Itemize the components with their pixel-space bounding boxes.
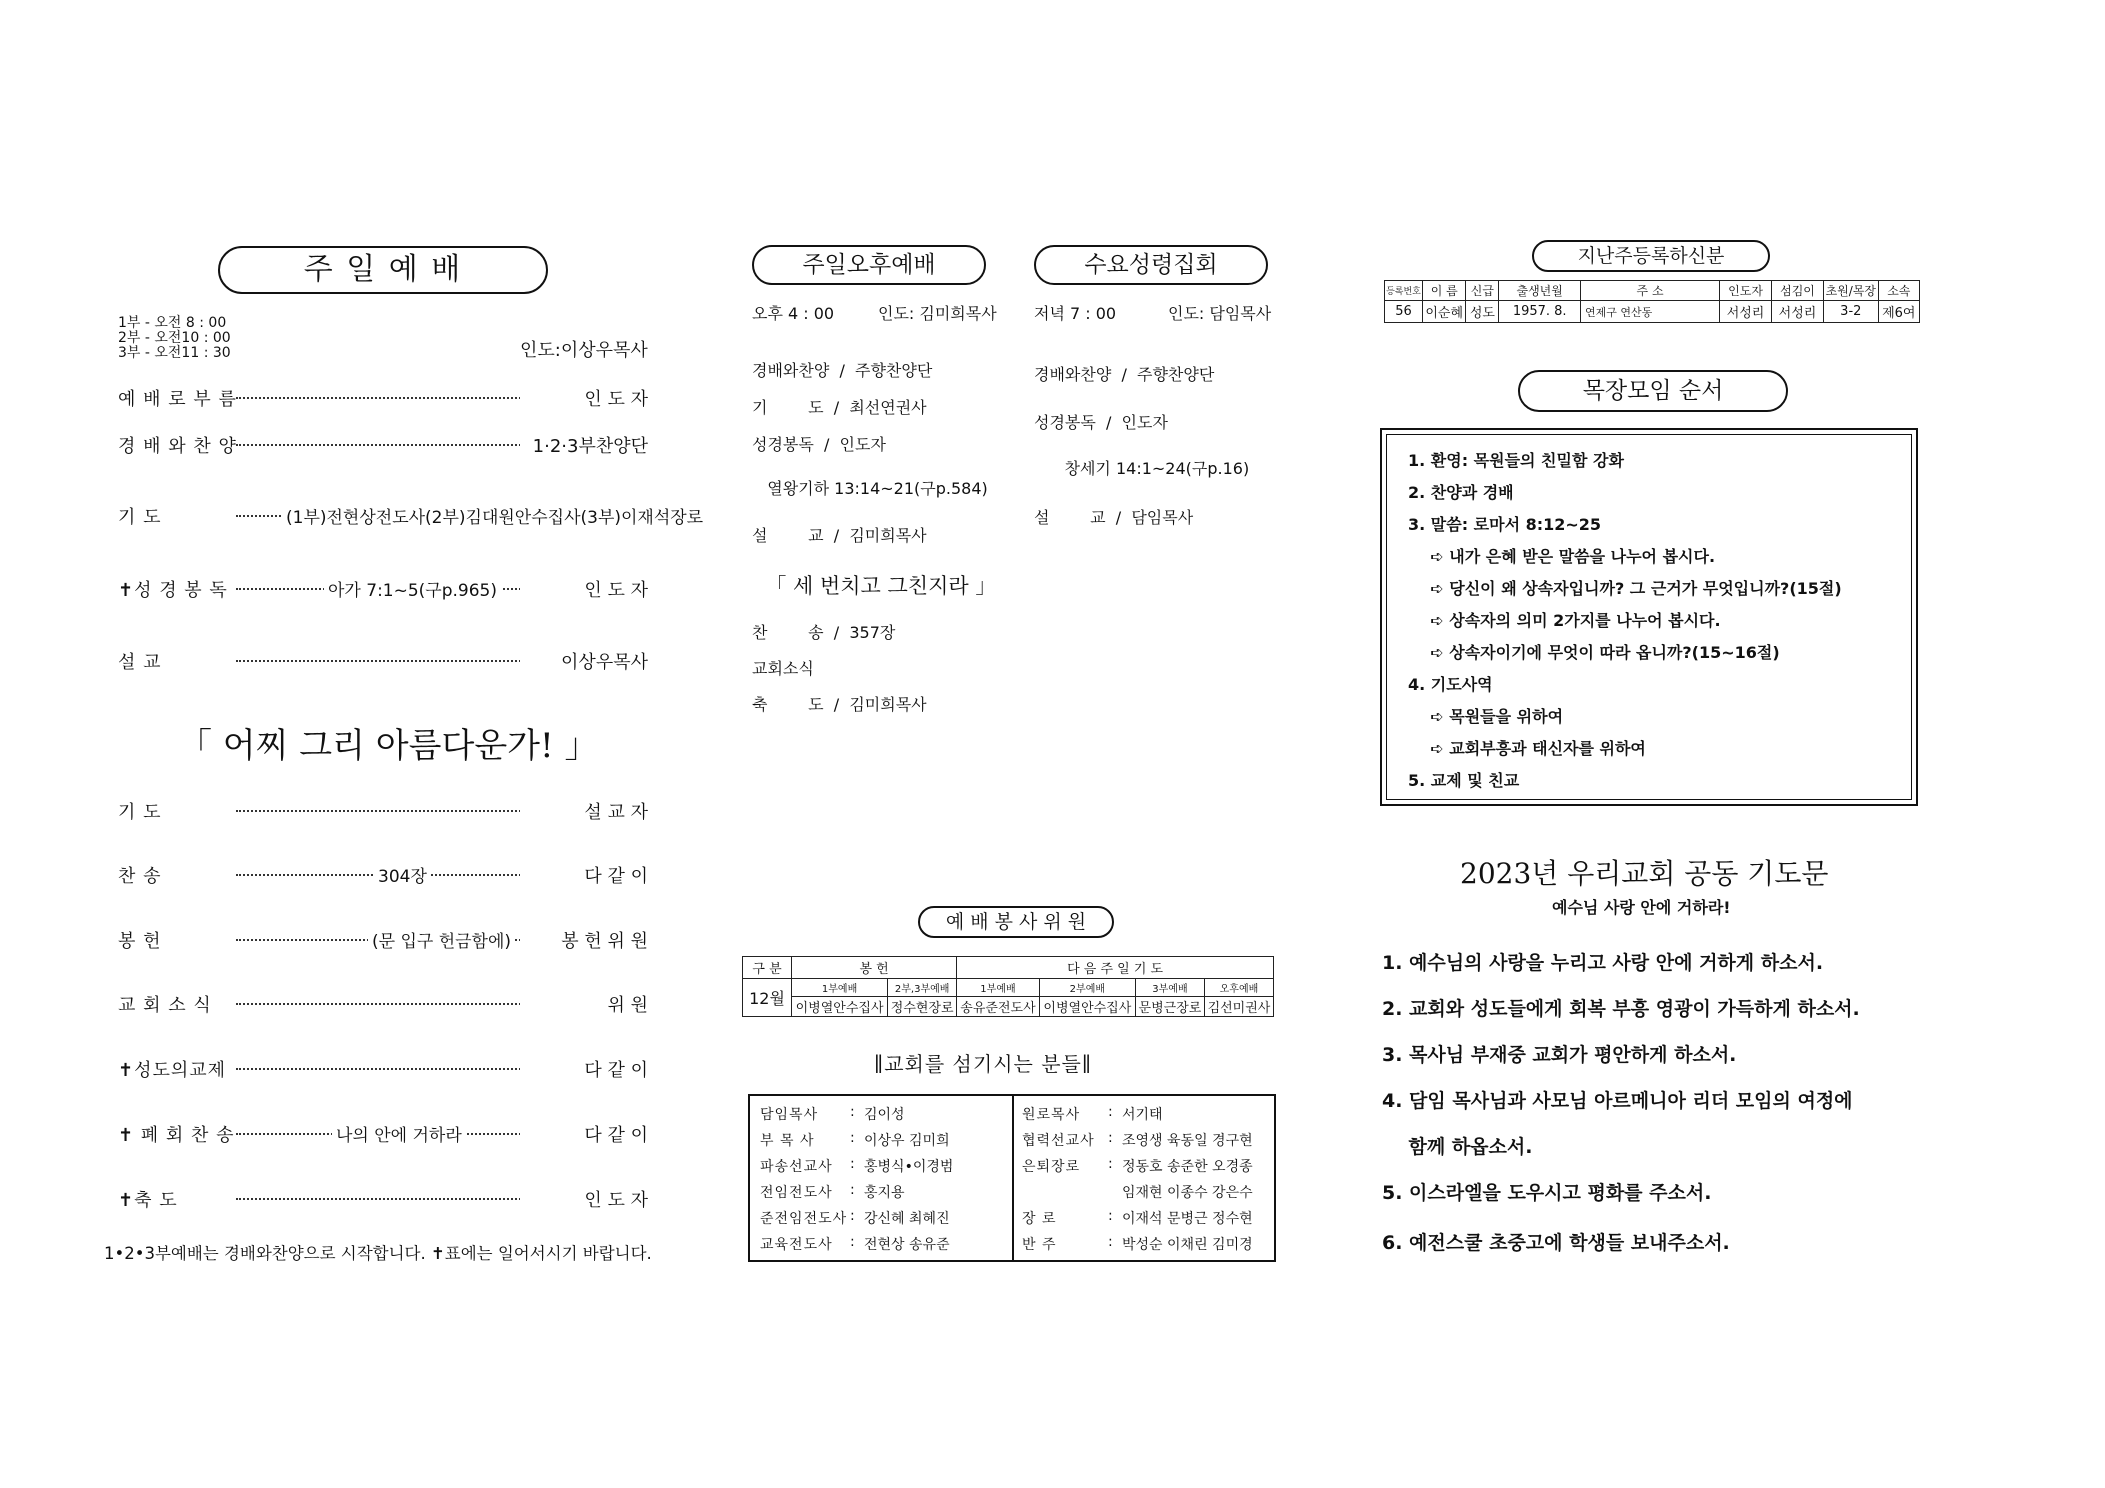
col-offering: 봉 헌: [792, 957, 957, 979]
newcomers-header: 등록번호: [1385, 281, 1423, 301]
staff-colon: :: [1108, 1208, 1113, 1224]
sub-header: 3부예배: [1135, 979, 1204, 997]
cell-meeting-item: 3. 말씀: 로마서 8:12~25: [1408, 515, 1602, 534]
worship-footnote: 1•2•3부예배는 경배와찬양으로 시작합니다. ✝표에는 일어서시기 바랍니다.: [104, 1244, 652, 1263]
wednesday-service-title: 수요성령집회: [1034, 245, 1268, 285]
wednesday-order-item: 설 교 / 담임목사: [1034, 508, 1194, 527]
sunday-worship-title: 주 일 예 배: [218, 246, 548, 294]
newcomers-header: 주 소: [1581, 281, 1720, 301]
dot-leader: [236, 397, 536, 399]
sub-header: 2부예배: [1039, 979, 1135, 997]
wednesday-leader: 인도: 담임목사: [1168, 304, 1272, 323]
staff-role: 은퇴장로: [1022, 1159, 1081, 1175]
order-item-person: 위 원: [520, 991, 648, 1017]
cell-meeting-item: ➪ 교회부흥과 태신자를 위하여: [1408, 739, 1646, 758]
wednesday-time: 저녁 7 : 00: [1034, 304, 1117, 323]
cell-meeting-box: [1380, 428, 1918, 806]
order-item-label: 찬 송: [118, 866, 162, 887]
staff-colon: :: [850, 1130, 855, 1146]
name-cell: 김선미권사: [1204, 997, 1273, 1017]
staff-name: 홍병식•이경범: [864, 1159, 954, 1175]
order-item-person: 설 교 자: [520, 798, 648, 824]
order-item-detail: 아가 7:1~5(구p.965): [324, 576, 501, 601]
cell-meeting-item: 5. 교제 및 친교: [1408, 771, 1520, 790]
newcomers-cell: 서성리: [1720, 301, 1772, 323]
newcomers-title: 지난주등록하신분: [1532, 240, 1770, 272]
order-item-detail: 나의 안에 거하라: [332, 1121, 466, 1146]
order-item-person: 인 도 자: [520, 1186, 648, 1212]
staff-name: 홍지용: [864, 1185, 905, 1201]
order-item-person: 인 도 자: [520, 576, 648, 602]
service-time-2: 2부 - 오전10 : 00: [118, 330, 231, 346]
order-item-label: ✝축 도: [118, 1190, 178, 1211]
newcomers-cell: 성도: [1466, 301, 1499, 323]
dot-leader: [236, 1003, 536, 1005]
staff-title: ∥교회를 섬기시는 분들∥: [874, 1052, 1093, 1076]
staff-name: 전현상 송유준: [864, 1237, 950, 1253]
afternoon-order-item: 기 도 / 최선연권사: [752, 398, 927, 417]
staff-box: [748, 1094, 1276, 1262]
staff-name: 조영생 육동일 경구현: [1122, 1133, 1253, 1149]
staff-colon: :: [850, 1156, 855, 1172]
cell-meeting-title: 목장모임 순서: [1518, 370, 1788, 412]
staff-colon: :: [1108, 1234, 1113, 1250]
staff-name: 정동호 송준한 오경종: [1122, 1159, 1253, 1175]
dot-leader: [236, 810, 536, 812]
prayer-item: 함께 하옵소서.: [1382, 1136, 1533, 1158]
order-item-label: 경 배 와 찬 양: [118, 436, 237, 457]
name-cell: 이병열안수집사: [1039, 997, 1135, 1017]
afternoon-order-item: 찬 송 / 357장: [752, 623, 896, 642]
cell-meeting-item: ➪ 목원들을 위하여: [1408, 707, 1564, 726]
newcomers-header: 소속: [1878, 281, 1919, 301]
staff-role: 원로목사: [1022, 1107, 1081, 1123]
service-committee-table: [742, 956, 1274, 1017]
newcomers-cell: 3-2: [1824, 301, 1879, 323]
cell-meeting-item: ➪ 당신이 왜 상속자입니까? 그 근거가 무엇입니까?(15절): [1408, 579, 1842, 598]
order-item-detail: 304장: [374, 862, 431, 887]
staff-colon: :: [1108, 1130, 1113, 1146]
afternoon-time: 오후 4 : 00: [752, 304, 835, 323]
order-item-person: 1·2·3부찬양단: [520, 432, 648, 458]
afternoon-leader: 인도: 김미희목사: [878, 304, 997, 323]
staff-role: 반 주: [1022, 1237, 1057, 1253]
prayer-item: 2. 교회와 성도들에게 회복 부흥 영광이 가득하게 하소서.: [1382, 998, 1860, 1020]
wednesday-order-item: 창세기 14:1~24(구p.16): [1034, 459, 1250, 478]
order-item-person: 봉 헌 위 원: [520, 927, 648, 953]
order-item-label: ✝성 경 봉 독: [118, 580, 228, 601]
dot-leader: [236, 1068, 536, 1070]
sunday-leader: 인도:이상우목사: [520, 340, 648, 361]
newcomers-header: 이 름: [1422, 281, 1466, 301]
order-item-label: 교 회 소 식: [118, 995, 212, 1016]
service-time-3: 3부 - 오전11 : 30: [118, 345, 231, 361]
prayer-title: 2023년 우리교회 공동 기도문: [1460, 857, 1829, 890]
cell-meeting-item: 2. 찬양과 경배: [1408, 483, 1514, 502]
order-item-person: 인 도 자: [520, 385, 648, 411]
prayer-subtitle: 예수님 사랑 안에 거하라!: [1552, 898, 1731, 917]
staff-role: 준전임전도사: [760, 1211, 848, 1227]
order-item-label: 예 배 로 부 름: [118, 389, 237, 410]
order-item-label: 기 도: [118, 507, 162, 528]
staff-colon: :: [1108, 1104, 1113, 1120]
prayer-item: 5. 이스라엘을 도우시고 평화를 주소서.: [1382, 1182, 1712, 1204]
name-cell: 문병근장로: [1135, 997, 1204, 1017]
service-committee-title: 예 배 봉 사 위 원: [918, 906, 1114, 938]
staff-role: 교육전도사: [760, 1237, 833, 1253]
newcomers-table: [1384, 280, 1920, 323]
sermon-title: 「 어찌 그리 아름다운가! 」: [178, 726, 599, 766]
afternoon-order-item: 성경봉독 / 인도자: [752, 435, 886, 454]
newcomers-cell: 56: [1385, 301, 1423, 323]
newcomers-cell: 제6여: [1878, 301, 1919, 323]
newcomers-cell: 서성리: [1772, 301, 1824, 323]
order-item-label: ✝성도의교제: [118, 1060, 227, 1081]
name-cell: 이병열안수집사: [792, 997, 888, 1017]
staff-name: 강신혜 최혜진: [864, 1211, 950, 1227]
afternoon-order-item: 열왕기하 13:14~21(구p.584): [752, 479, 988, 498]
staff-role: 장 로: [1022, 1211, 1057, 1227]
newcomers-header: 섬김이: [1772, 281, 1824, 301]
order-item-detail: (문 입구 헌금함에): [368, 927, 515, 952]
staff-name: 이상우 김미희: [864, 1133, 950, 1149]
staff-role: 부 목 사: [760, 1133, 815, 1149]
afternoon-order-item: 경배와찬양 / 주향찬양단: [752, 361, 933, 380]
sub-header: 1부예배: [957, 979, 1040, 997]
staff-role: 담임목사: [760, 1107, 819, 1123]
staff-colon: :: [850, 1234, 855, 1250]
staff-name: 서기태: [1122, 1107, 1163, 1123]
staff-name: 이재석 문병근 정수현: [1122, 1211, 1253, 1227]
newcomers-cell: 1957. 8.: [1499, 301, 1581, 323]
staff-colon: :: [850, 1182, 855, 1198]
cell-meeting-item: ➪ 내가 은혜 받은 말씀을 나누어 봅시다.: [1408, 547, 1716, 566]
staff-role: 협력선교사: [1022, 1133, 1095, 1149]
service-time-1: 1부 - 오전 8 : 00: [118, 315, 227, 331]
dot-leader: [236, 444, 536, 446]
order-item-person: 다 같 이: [520, 862, 648, 888]
staff-colon: :: [1108, 1156, 1113, 1172]
cell-meeting-item: 4. 기도사역: [1408, 675, 1493, 694]
col-next-prayer: 다 음 주 일 기 도: [957, 957, 1274, 979]
staff-name: 박성순 이채린 김미경: [1122, 1237, 1253, 1253]
order-item-label: 설 교: [118, 652, 162, 673]
staff-role: 전임전도사: [760, 1185, 833, 1201]
order-item-detail: (1부)전현상전도사(2부)김대원안수집사(3부)이재석장로: [282, 503, 707, 528]
name-cell: 정수현장로: [888, 997, 957, 1017]
afternoon-order-item: 「 세 번치고 그친지라 」: [752, 574, 997, 598]
dot-leader: [236, 1198, 536, 1200]
prayer-item: 3. 목사님 부재중 교회가 평안하게 하소서.: [1382, 1044, 1737, 1066]
order-item-person: 다 같 이: [520, 1121, 648, 1147]
order-item-person: 이상우목사: [520, 648, 648, 674]
col-division: 구 분: [743, 957, 792, 979]
order-item-label: 기 도: [118, 802, 162, 823]
afternoon-order-item: 축 도 / 김미희목사: [752, 695, 927, 714]
staff-name: 김이성: [864, 1107, 905, 1123]
newcomers-header: 인도자: [1720, 281, 1772, 301]
staff-name: 임재현 이종수 강은수: [1122, 1185, 1253, 1201]
newcomers-cell: 연제구 연산동: [1581, 301, 1720, 323]
newcomers-cell: 이순혜: [1422, 301, 1466, 323]
cell-meeting-item: 1. 환영: 목원들의 친밀함 강화: [1408, 451, 1624, 470]
staff-role: 파송선교사: [760, 1159, 833, 1175]
order-item-person: 다 같 이: [520, 1056, 648, 1082]
newcomers-header: 신급: [1466, 281, 1499, 301]
staff-colon: :: [850, 1104, 855, 1120]
cell-meeting-item: ➪ 상속자이기에 무엇이 따라 옵니까?(15~16절): [1408, 643, 1780, 662]
staff-colon: :: [850, 1208, 855, 1224]
sub-header: 2부,3부예배: [888, 979, 957, 997]
newcomers-header: 초원/목장: [1824, 281, 1879, 301]
afternoon-order-item: 교회소식: [752, 659, 814, 678]
order-item-label: ✝ 폐 회 찬 송: [118, 1125, 235, 1146]
wednesday-order-item: 성경봉독 / 인도자: [1034, 413, 1168, 432]
newcomers-header: 출생년월: [1499, 281, 1581, 301]
prayer-item: 4. 담임 목사님과 사모님 아르메니아 리더 모임의 여정에: [1382, 1090, 1853, 1112]
name-cell: 송유준전도사: [957, 997, 1040, 1017]
cell-meeting-item: ➪ 상속자의 의미 2가지를 나누어 봅시다.: [1408, 611, 1721, 630]
dot-leader: [236, 660, 536, 662]
afternoon-service-title: 주일오후예배: [752, 245, 986, 285]
order-item-label: 봉 헌: [118, 931, 162, 952]
prayer-item: 6. 예전스쿨 초중고에 학생들 보내주소서.: [1382, 1232, 1730, 1254]
sub-header: 오후예배: [1204, 979, 1273, 997]
wednesday-order-item: 경배와찬양 / 주향찬양단: [1034, 365, 1215, 384]
sub-header: 1부예배: [792, 979, 888, 997]
afternoon-order-item: 설 교 / 김미희목사: [752, 526, 927, 545]
month-cell: 12월: [743, 979, 792, 1017]
prayer-item: 1. 예수님의 사랑을 누리고 사랑 안에 거하게 하소서.: [1382, 952, 1824, 974]
staff-divider: [1012, 1096, 1014, 1260]
